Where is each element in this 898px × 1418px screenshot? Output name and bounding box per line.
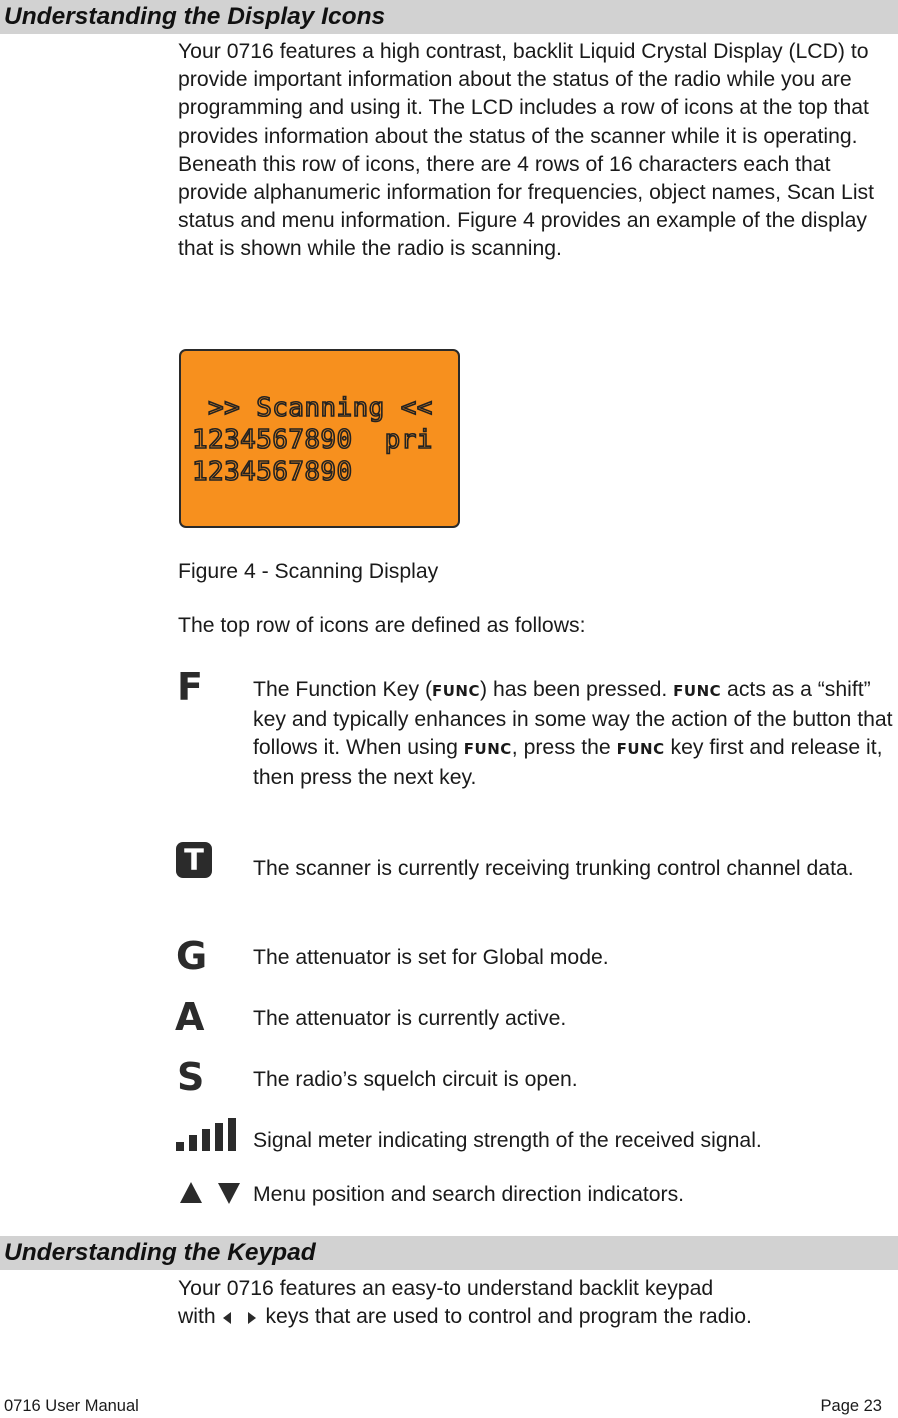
keypad-line-2-start: with [178,1305,222,1329]
keypad-line-1: Your 0716 features an easy-to understand backlit keypad [178,1277,714,1300]
global-mode-description: The attenuator is set for Global mode. [253,946,609,969]
left-right-keys-icon [222,1310,260,1326]
trunking-icon [176,842,212,878]
footer-manual-title: 0716 User Manual [4,1397,139,1415]
attenuator-description: The attenuator is currently active. [253,1007,567,1030]
func-key-label: FUNC [463,740,512,758]
menu-arrows-description: Menu position and search direction indicators. [253,1183,685,1206]
display-intro-paragraph: Your 0716 features a high contrast, backlit Liquid Crystal Display (LCD) to provide important information about the status of the radio while you are programming and using it. The LCD includes a row of icons at the top that provides information about the status of the scanner while it is operating. Beneath this row of icons, there are 4 rows of 16 characters each that provide alphanumeric information for frequencies, object names, Scan List status and menu information. Figure 4 provides an example of the display that is shown while the radio is scanning. [178,40,875,261]
func-key-label: FUNC [616,740,665,758]
up-arrow-icon [180,1182,202,1203]
icons-intro: The top row of icons are defined as follows: [178,614,586,637]
right-arrow-icon [248,1312,256,1324]
lcd-line-1: >> Scanning << [192,393,433,423]
lcd-scanning-display [179,349,460,528]
keypad-paragraph [178,1275,896,1331]
func-key-label: FUNC [432,682,480,700]
figure-caption: Figure 4 - Scanning Display [178,560,439,583]
down-arrow-icon [218,1183,240,1204]
func-text-5: key first and release it, then press the next key. [253,736,883,789]
trunking-icon-letter: T [184,843,204,877]
function-key-description [253,676,896,792]
lcd-line-2: 1234567890 pri [192,425,433,455]
squelch-icon: S [177,1055,205,1099]
keypad-line-2-end: keys that are used to control and program the radio. [259,1305,752,1329]
attenuator-icon: A [175,995,205,1039]
signal-bar-3 [202,1129,210,1151]
function-key-icon: F [177,665,203,709]
func-key-label: FUNC [673,682,722,700]
signal-bar-4 [215,1123,223,1151]
func-text-3: acts as a “shift” key and typically enhances in some way the action of the button that follows it. When using [253,678,893,759]
left-arrow-icon [223,1312,231,1324]
func-text-2: ) has been pressed. [480,678,674,701]
squelch-description: The radio’s squelch circuit is open. [253,1068,578,1091]
signal-meter-icon [176,1118,242,1152]
keypad-line-2 [178,1303,896,1331]
footer-page-number: Page 23 [820,1397,882,1415]
section-heading-display-icons: Understanding the Display Icons [0,0,898,34]
global-mode-icon: G [176,934,208,978]
func-text-4: , press the [511,736,617,759]
func-text-1: The Function Key ( [253,678,432,701]
trunking-description: The scanner is currently receiving trunking control channel data. [253,857,854,880]
signal-bar-1 [176,1142,184,1151]
signal-bar-2 [189,1135,197,1151]
up-down-arrows-icon [180,1181,242,1205]
lcd-line-3: 1234567890 [192,457,353,487]
signal-bar-5 [228,1118,236,1151]
section-heading-keypad: Understanding the Keypad [0,1236,898,1270]
signal-meter-description: Signal meter indicating strength of the received signal. [253,1129,762,1152]
